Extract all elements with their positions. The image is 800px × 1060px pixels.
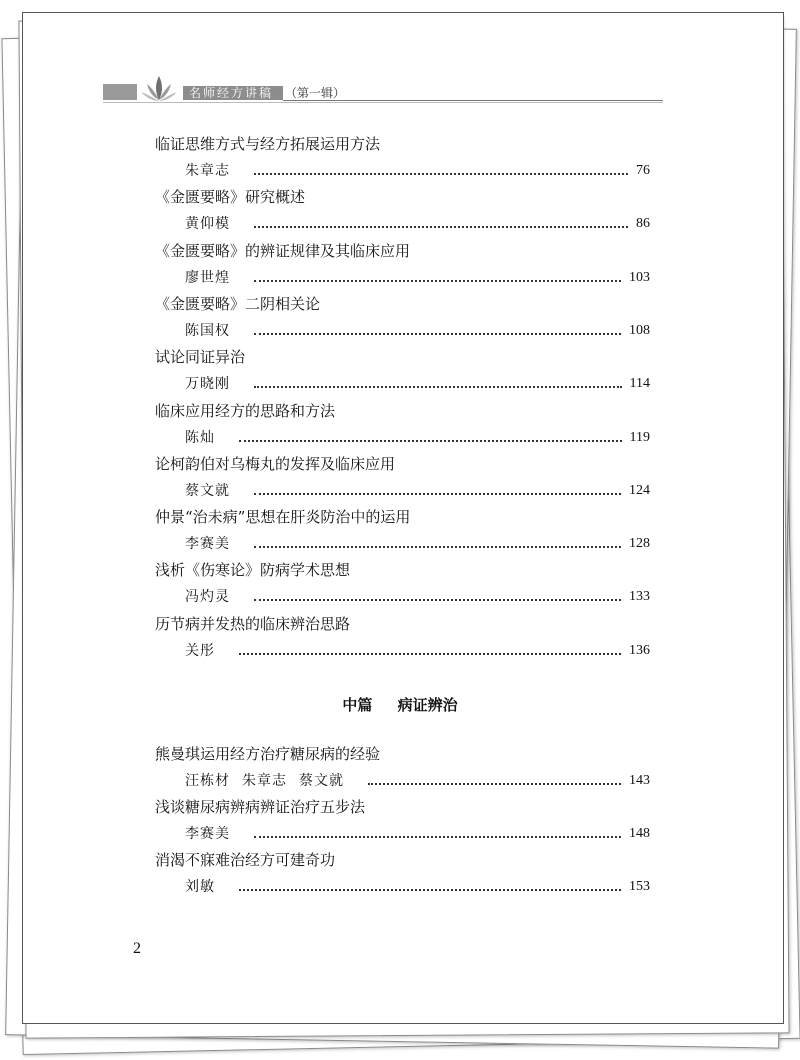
toc-entry-title[interactable]: 临证思维方式与经方拓展运用方法 bbox=[155, 135, 381, 153]
toc-entry-page: 153 bbox=[629, 879, 650, 894]
toc-entry-line bbox=[185, 481, 650, 501]
toc-entry-authors bbox=[185, 771, 356, 791]
author-name: 汪栋材 bbox=[185, 773, 230, 789]
toc-entry-page: 148 bbox=[629, 826, 650, 841]
toc-entry-line bbox=[185, 877, 650, 897]
dot-leader bbox=[254, 546, 621, 548]
author-name: 朱章志 bbox=[185, 163, 230, 179]
author-name: 朱章志 bbox=[242, 773, 287, 789]
page-number: 2 bbox=[133, 940, 141, 957]
toc-entry-line bbox=[185, 268, 650, 288]
header-bar bbox=[103, 84, 137, 100]
toc-entry-page: 143 bbox=[629, 773, 650, 788]
toc-entry-authors bbox=[185, 587, 242, 607]
toc-entry-title[interactable]: 试论同证异治 bbox=[155, 348, 246, 367]
toc-entry-line bbox=[185, 428, 650, 448]
toc-entry-line bbox=[185, 534, 650, 554]
toc-entry-page: 86 bbox=[636, 216, 650, 232]
dot-leader bbox=[254, 333, 621, 335]
series-subtitle: （第一辑） bbox=[285, 86, 346, 100]
dot-leader bbox=[254, 226, 628, 228]
toc-entry-authors bbox=[185, 534, 242, 554]
author-name: 李赛美 bbox=[185, 826, 230, 842]
dot-leader bbox=[254, 386, 622, 388]
toc-entry-line bbox=[185, 587, 650, 607]
section-name: 病证辨治 bbox=[397, 696, 458, 714]
toc-entry-line bbox=[185, 321, 650, 341]
toc-entry-title[interactable]: 浅析《伤寒论》防病学术思想 bbox=[155, 561, 351, 580]
lotus-logo-icon bbox=[139, 72, 179, 106]
toc-entry-line bbox=[185, 824, 650, 844]
toc-entry-title[interactable]: 论柯韵伯对乌梅丸的发挥及临床应用 bbox=[155, 454, 396, 473]
toc-entry-page: 114 bbox=[629, 376, 650, 392]
toc-entry-line bbox=[185, 161, 650, 181]
toc-entry-page: 119 bbox=[629, 429, 650, 445]
dot-leader bbox=[239, 440, 622, 442]
author-name: 蔡文就 bbox=[299, 773, 344, 789]
section-heading bbox=[0, 694, 800, 715]
toc-entry-page: 103 bbox=[629, 269, 650, 285]
toc-entry-authors bbox=[185, 641, 227, 661]
toc-entry-page: 128 bbox=[629, 536, 650, 552]
toc-entry-page: 108 bbox=[629, 322, 650, 338]
dot-leader bbox=[239, 889, 621, 891]
toc-entry-authors bbox=[185, 428, 227, 448]
author-name: 廖世煌 bbox=[185, 269, 230, 286]
toc-entry-authors bbox=[185, 321, 242, 341]
author-name: 万晓刚 bbox=[185, 376, 230, 393]
toc-entry-title[interactable]: 历节病并发热的临床辨治思路 bbox=[155, 614, 351, 633]
toc-entry-line bbox=[185, 641, 650, 661]
toc-entry-page: 124 bbox=[629, 482, 650, 498]
toc-entry-title[interactable]: 《金匮要略》研究概述 bbox=[155, 188, 306, 207]
toc-entry-title[interactable]: 消渴不寐难治经方可建奇功 bbox=[155, 851, 336, 869]
toc-entry-line bbox=[185, 214, 650, 234]
header-rule bbox=[103, 102, 663, 103]
author-name: 冯灼灵 bbox=[185, 589, 230, 606]
dot-leader bbox=[254, 836, 621, 838]
toc-entry-title[interactable]: 仲景“治未病”思想在肝炎防治中的运用 bbox=[155, 508, 411, 527]
toc-entry-authors bbox=[185, 877, 227, 897]
toc-entry-line bbox=[185, 771, 650, 791]
toc-entry-authors bbox=[185, 214, 242, 234]
dot-leader bbox=[254, 599, 621, 601]
dot-leader bbox=[239, 653, 621, 655]
toc-entry-title[interactable]: 《金匮要略》二阴相关论 bbox=[155, 294, 321, 313]
toc-entry-authors bbox=[185, 824, 242, 844]
author-name: 蔡文就 bbox=[185, 482, 230, 499]
toc-entry-title[interactable]: 《金匮要略》的辨证规律及其临床应用 bbox=[155, 241, 411, 260]
toc-entry-authors bbox=[185, 481, 242, 501]
dot-leader bbox=[368, 783, 621, 785]
author-name: 刘敏 bbox=[185, 879, 215, 895]
running-header bbox=[103, 72, 663, 108]
dot-leader bbox=[254, 280, 621, 282]
toc-entry-page: 133 bbox=[629, 589, 650, 605]
section-part: 中篇 bbox=[342, 696, 373, 714]
dot-leader bbox=[254, 493, 621, 495]
toc-entry-authors bbox=[185, 161, 242, 181]
toc-entry-page: 136 bbox=[629, 642, 650, 658]
author-name: 陈灿 bbox=[185, 429, 215, 446]
toc-entry-page: 76 bbox=[636, 163, 650, 178]
toc-entry-title[interactable]: 临床应用经方的思路和方法 bbox=[155, 401, 336, 420]
toc-entry-title[interactable]: 熊曼琪运用经方治疗糖尿病的经验 bbox=[155, 745, 381, 763]
header-rule bbox=[283, 100, 663, 101]
author-name: 李赛美 bbox=[185, 536, 230, 553]
author-name: 关彤 bbox=[185, 642, 215, 659]
toc-entry-title[interactable]: 浅谈糖尿病辨病辨证治疗五步法 bbox=[155, 798, 366, 816]
toc-entry-authors bbox=[185, 268, 242, 288]
toc-entry-line bbox=[185, 374, 650, 394]
author-name: 黄仰模 bbox=[185, 216, 230, 233]
dot-leader bbox=[254, 173, 628, 175]
series-title: 名师经方讲稿 bbox=[183, 86, 283, 100]
author-name: 陈国权 bbox=[185, 322, 230, 339]
toc-entry-authors bbox=[185, 374, 242, 394]
